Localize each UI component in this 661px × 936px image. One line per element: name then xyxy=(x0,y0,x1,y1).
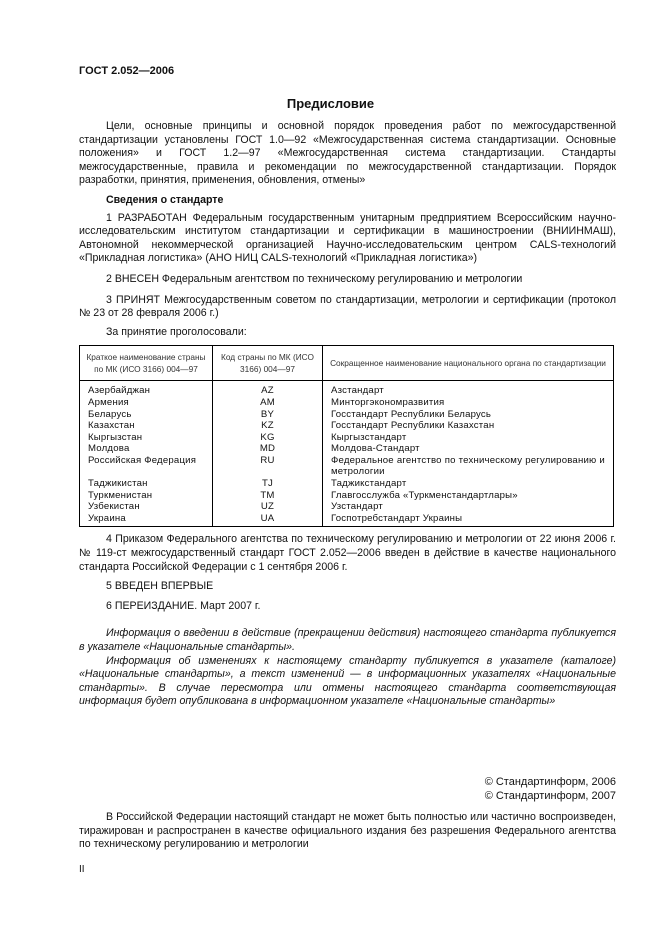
cell-code: TJ xyxy=(213,478,323,490)
cell-code: UZ xyxy=(213,501,323,513)
cell-code: BY xyxy=(213,409,323,421)
item-2: 2 ВНЕСЕН Федеральным агентством по техническому регулированию и метрологии xyxy=(106,272,523,285)
page-content xyxy=(79,0,616,896)
cell-body: Федеральное агентство по техническому регулированию и метрологии xyxy=(323,455,614,478)
cell-country: Казахстан xyxy=(80,420,213,432)
cell-body: Госстандарт Республики Казахстан xyxy=(323,420,614,432)
table-row xyxy=(80,513,614,527)
copyright-block xyxy=(79,775,616,803)
info-paragraph-1: Информация о введении в действие (прекращении действия) настоящего стандарта публикуется в указателе «Национальные стандарты». xyxy=(79,627,616,653)
cell-country: Украина xyxy=(80,513,213,527)
table-row xyxy=(80,397,614,409)
reproduction-notice: В Российской Федерации настоящий стандарт не может быть полностью или частично воспроизведен, тиражирован и распространен в качестве официального издания без разрешения Федерального агентства по техническому регулированию и метрологии xyxy=(79,810,616,851)
page-number: II xyxy=(79,863,85,875)
table-row xyxy=(80,420,614,432)
table-header-row xyxy=(80,346,614,381)
copyright-2006: © Стандартинформ, 2006 xyxy=(484,775,616,788)
cell-body: Минторгэкономразвития xyxy=(323,397,614,409)
cell-country: Беларусь xyxy=(80,409,213,421)
cell-country: Российская Федерация xyxy=(80,455,213,478)
item-5: 5 ВВЕДЕН ВПЕРВЫЕ xyxy=(106,580,214,593)
cell-body: Госстандарт Республики Беларусь xyxy=(323,409,614,421)
table-row xyxy=(80,455,614,478)
item-4: 4 Приказом Федерального агентства по техническому регулированию и метрологии от 22 июня 2006 г. № 119-ст межгосударственный стандарт ГОСТ 2.052—2006 введен в действие в качестве национального стандарта Российской Федерации с 1 сентября 2006 г. xyxy=(79,533,616,573)
cell-body: Азстандарт xyxy=(323,381,614,397)
table-row xyxy=(80,478,614,490)
document-id: ГОСТ 2.052—2006 xyxy=(79,65,175,77)
cell-body: Таджикстандарт xyxy=(323,478,614,490)
cell-code: UA xyxy=(213,513,323,527)
cell-country: Азербайджан xyxy=(80,381,213,397)
page-title: Предисловие xyxy=(286,96,375,111)
column-header-country: Краткое наименование страны по МК (ИСО 3166) 004—97 xyxy=(80,346,213,381)
info-paragraph-2: Информация об изменениях к настоящему стандарту публикуется в указателе (каталоге) «Национальные стандарты», а текст изменений — в информационных указателях «Национальные стандарты». В случае пересмотра или отмены настоящего стандарта соответствующая информация будет опубликована в информационном указателе «Национальные стандарты» xyxy=(79,654,616,708)
section-title: Сведения о стандарте xyxy=(106,193,224,206)
cell-code: KG xyxy=(213,432,323,444)
item-3: 3 ПРИНЯТ Межгосударственным советом по стандартизации, метрологии и сертификации (протокол № 23 от 28 февраля 2006 г.) xyxy=(79,293,616,320)
cell-body: Госпотребстандарт Украины xyxy=(323,513,614,527)
cell-code: TM xyxy=(213,490,323,502)
cell-code: AZ xyxy=(213,381,323,397)
cell-country: Армения xyxy=(80,397,213,409)
voting-table xyxy=(79,345,614,527)
cell-country: Узбекистан xyxy=(80,501,213,513)
table-row xyxy=(80,432,614,444)
table-row xyxy=(80,381,614,397)
cell-body: Главгосслужба «Туркменстандартлары» xyxy=(323,490,614,502)
cell-code: AM xyxy=(213,397,323,409)
cell-country: Туркменистан xyxy=(80,490,213,502)
cell-code: MD xyxy=(213,443,323,455)
cell-code: KZ xyxy=(213,420,323,432)
cell-country: Таджикистан xyxy=(80,478,213,490)
column-header-body: Сокращенное наименование национального органа по стандартизации xyxy=(323,346,614,381)
table-row xyxy=(80,501,614,513)
cell-body: Молдова-Стандарт xyxy=(323,443,614,455)
cell-country: Молдова xyxy=(80,443,213,455)
cell-country: Кыргызстан xyxy=(80,432,213,444)
table-row xyxy=(80,443,614,455)
table-row xyxy=(80,490,614,502)
cell-body: Кыргызстандарт xyxy=(323,432,614,444)
column-header-code: Код страны по МК (ИСО 3166) 004—97 xyxy=(213,346,323,381)
table-row xyxy=(80,409,614,421)
cell-code: RU xyxy=(213,455,323,478)
item-6: 6 ПЕРЕИЗДАНИЕ. Март 2007 г. xyxy=(106,599,261,612)
intro-paragraph: Цели, основные принципы и основной порядок проведения работ по межгосударственной стандартизации установлены ГОСТ 1.0—92 «Межгосударственная система стандартизации. Основные положения» и ГОСТ 1.2—97 «Межгосударственная система стандартизации. Стандарты межгосударственные, правила и рекомендации по межгосударственной стандартизации. Порядок разработки, принятия, применения, обновления, отмены» xyxy=(79,120,616,187)
copyright-2007: © Стандартинформ, 2007 xyxy=(484,789,616,802)
item-1: 1 РАЗРАБОТАН Федеральным государственным унитарным предприятием Всероссийским научно-исследовательским институтом стандартизации и сертификации в машиностроении (ВНИИНМАШ), Автономной некоммерческой организацией Научно-исследовательским центром CALS-технологий «Прикладная логистика» (АНО НИЦ CALS-технологий «Прикладная логистика») xyxy=(79,211,616,265)
cell-body: Узстандарт xyxy=(323,501,614,513)
voted-label: За принятие проголосовали: xyxy=(106,325,247,338)
